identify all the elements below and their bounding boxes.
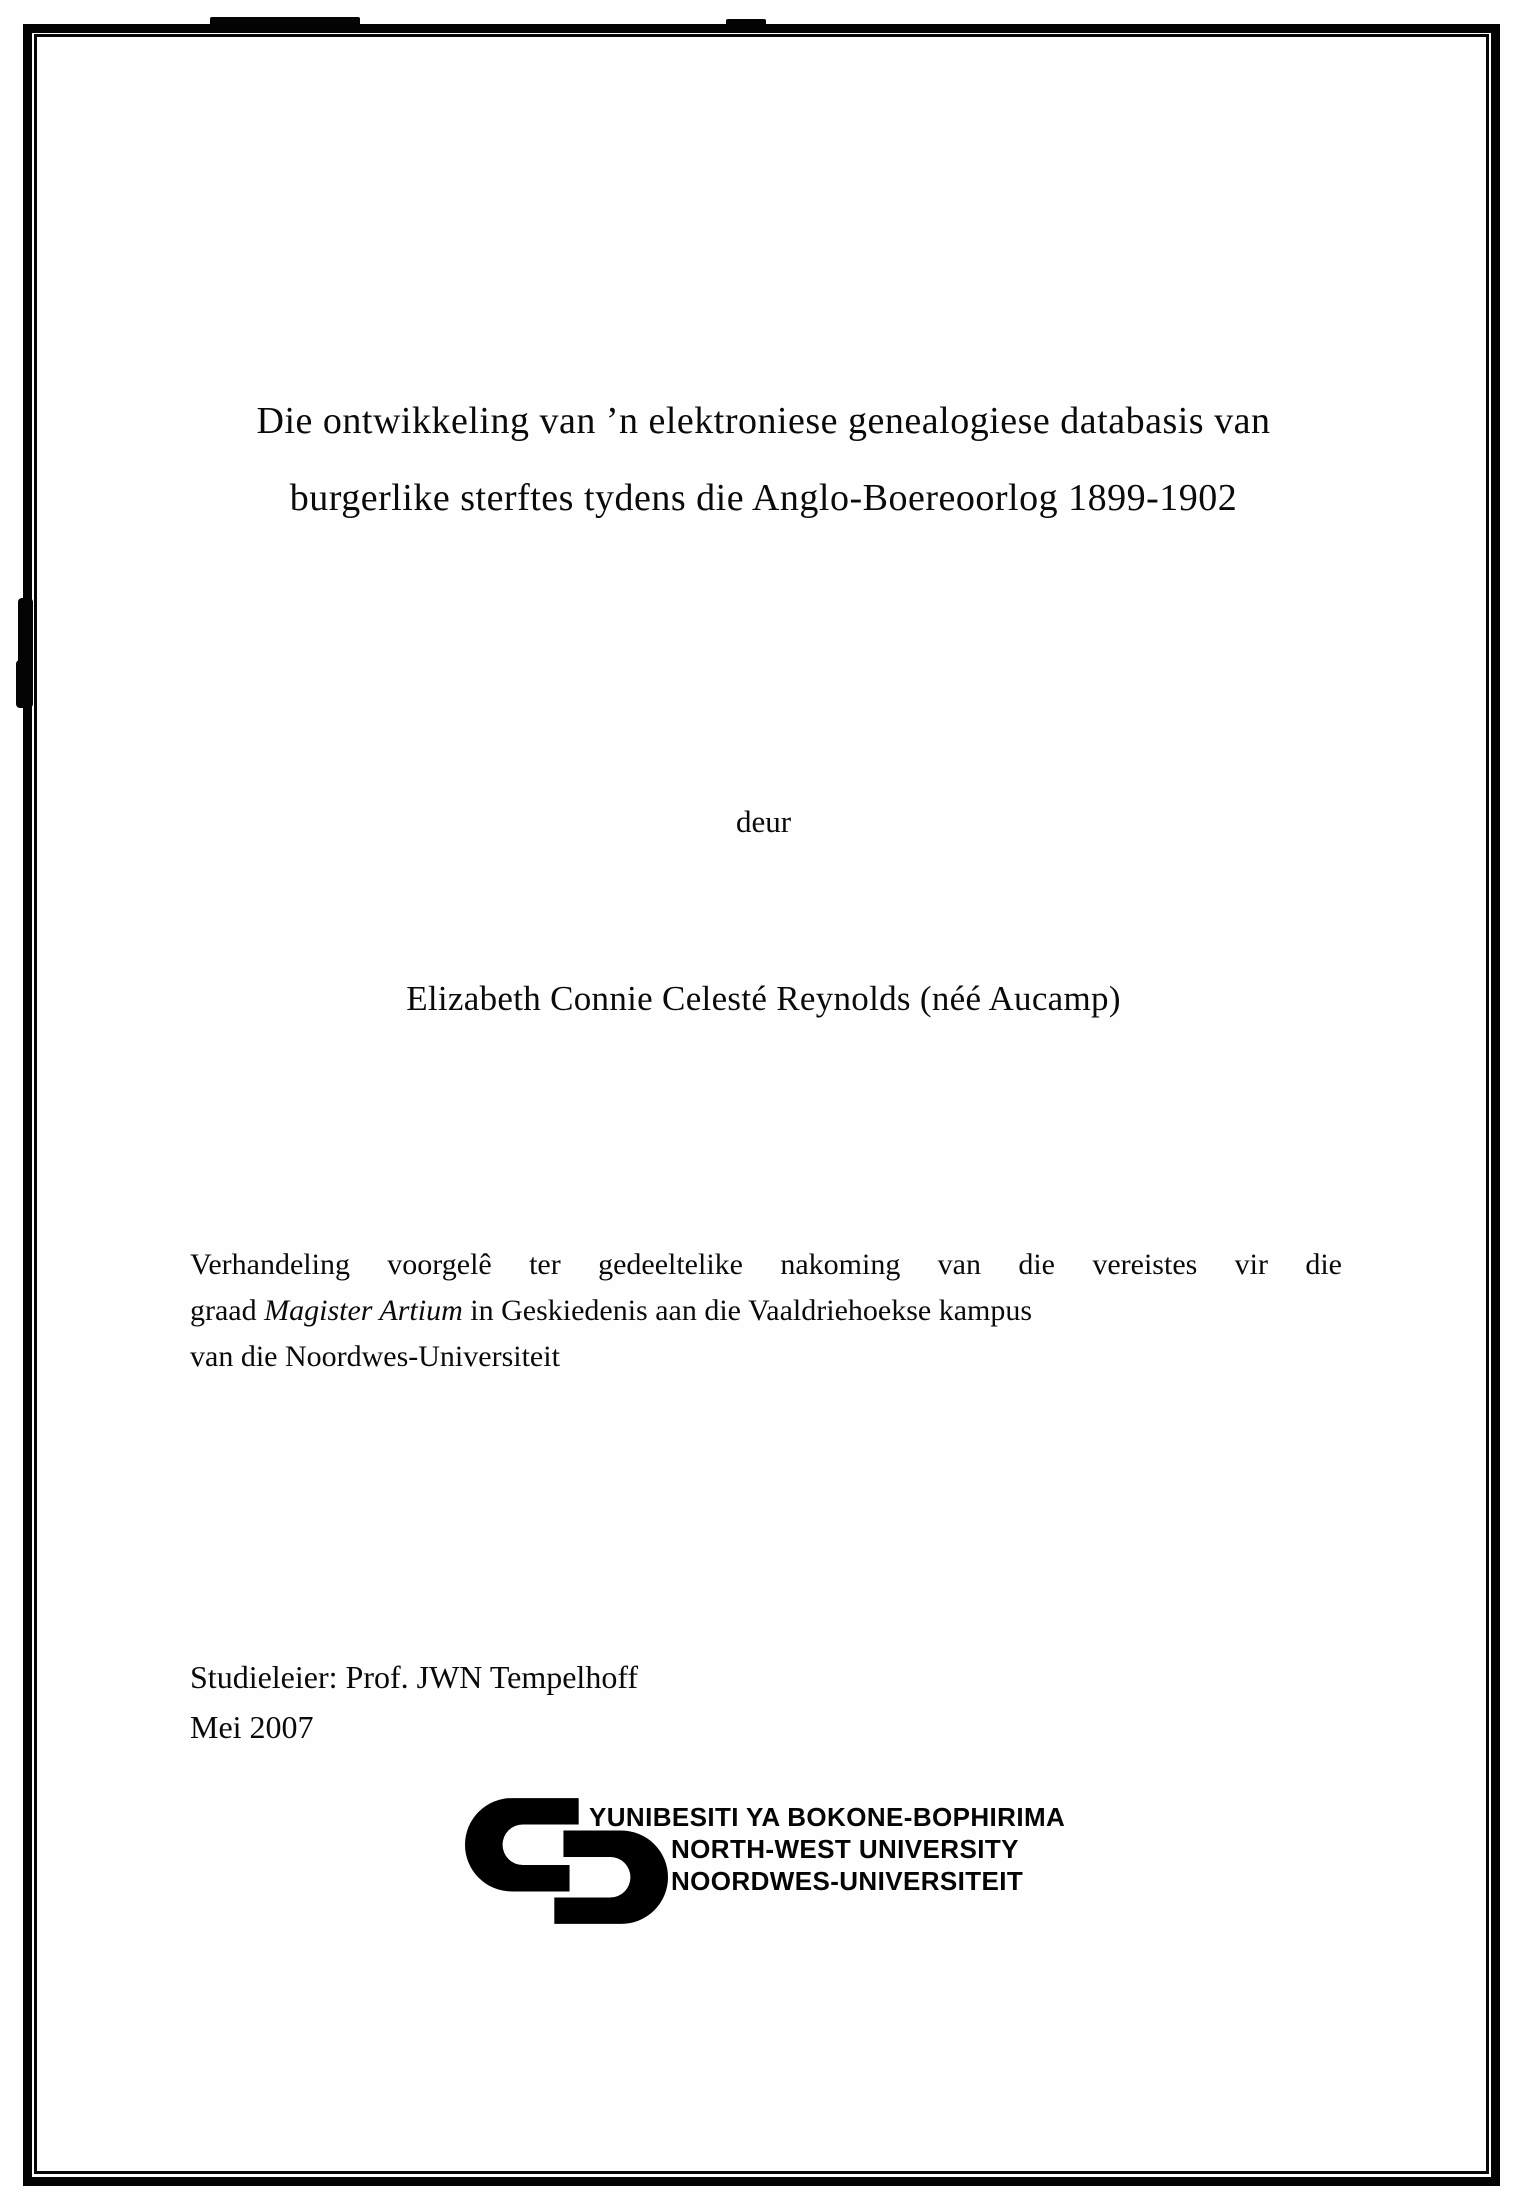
logo-text-afrikaans: NOORDWES-UNIVERSITEIT <box>671 1866 1024 1896</box>
supervisor-line: Studieleier: Prof. JWN Tempelhoff <box>190 1659 639 1695</box>
degree-statement-line2 <box>190 1288 1342 1334</box>
author-name: Elizabeth Connie Celesté Reynolds (néé Aucamp) <box>406 979 1121 1018</box>
byline-preposition: deur <box>735 804 792 839</box>
logo-text-setswana: YUNIBESITI YA BOKONE-BOPHIRIMA <box>589 1802 1066 1832</box>
degree-statement-line1: Verhandeling voorgelê ter gedeeltelike nakoming van die vereistes vir die <box>190 1248 1342 1281</box>
supervisor-block <box>190 1652 638 1752</box>
thesis-title-line2: burgerlike sterftes tydens die Anglo-Boereoorlog 1899-1902 <box>289 477 1238 519</box>
degree-statement-line3: van die Noordwes-Universiteit <box>190 1340 560 1373</box>
thesis-title-line1: Die ontwikkeling van ’n elektroniese genealogiese databasis van <box>256 400 1271 442</box>
scan-artifact <box>210 17 360 26</box>
degree-name-italic: Magister Artium <box>264 1294 463 1327</box>
degree-statement <box>190 1242 1342 1380</box>
logo-link-left <box>465 1798 579 1891</box>
logo-link-right <box>554 1831 668 1924</box>
degree-statement-line2-post: in Geskiedenis aan die Vaaldriehoekse kampus <box>462 1294 1033 1327</box>
scan-artifact <box>16 660 33 708</box>
thesis-title <box>0 398 1527 521</box>
date-line: Mei 2007 <box>190 1709 314 1745</box>
scan-artifact <box>726 19 766 26</box>
logo-text-english: NORTH-WEST UNIVERSITY <box>671 1834 1019 1864</box>
degree-statement-line2-pre: graad <box>190 1294 265 1327</box>
